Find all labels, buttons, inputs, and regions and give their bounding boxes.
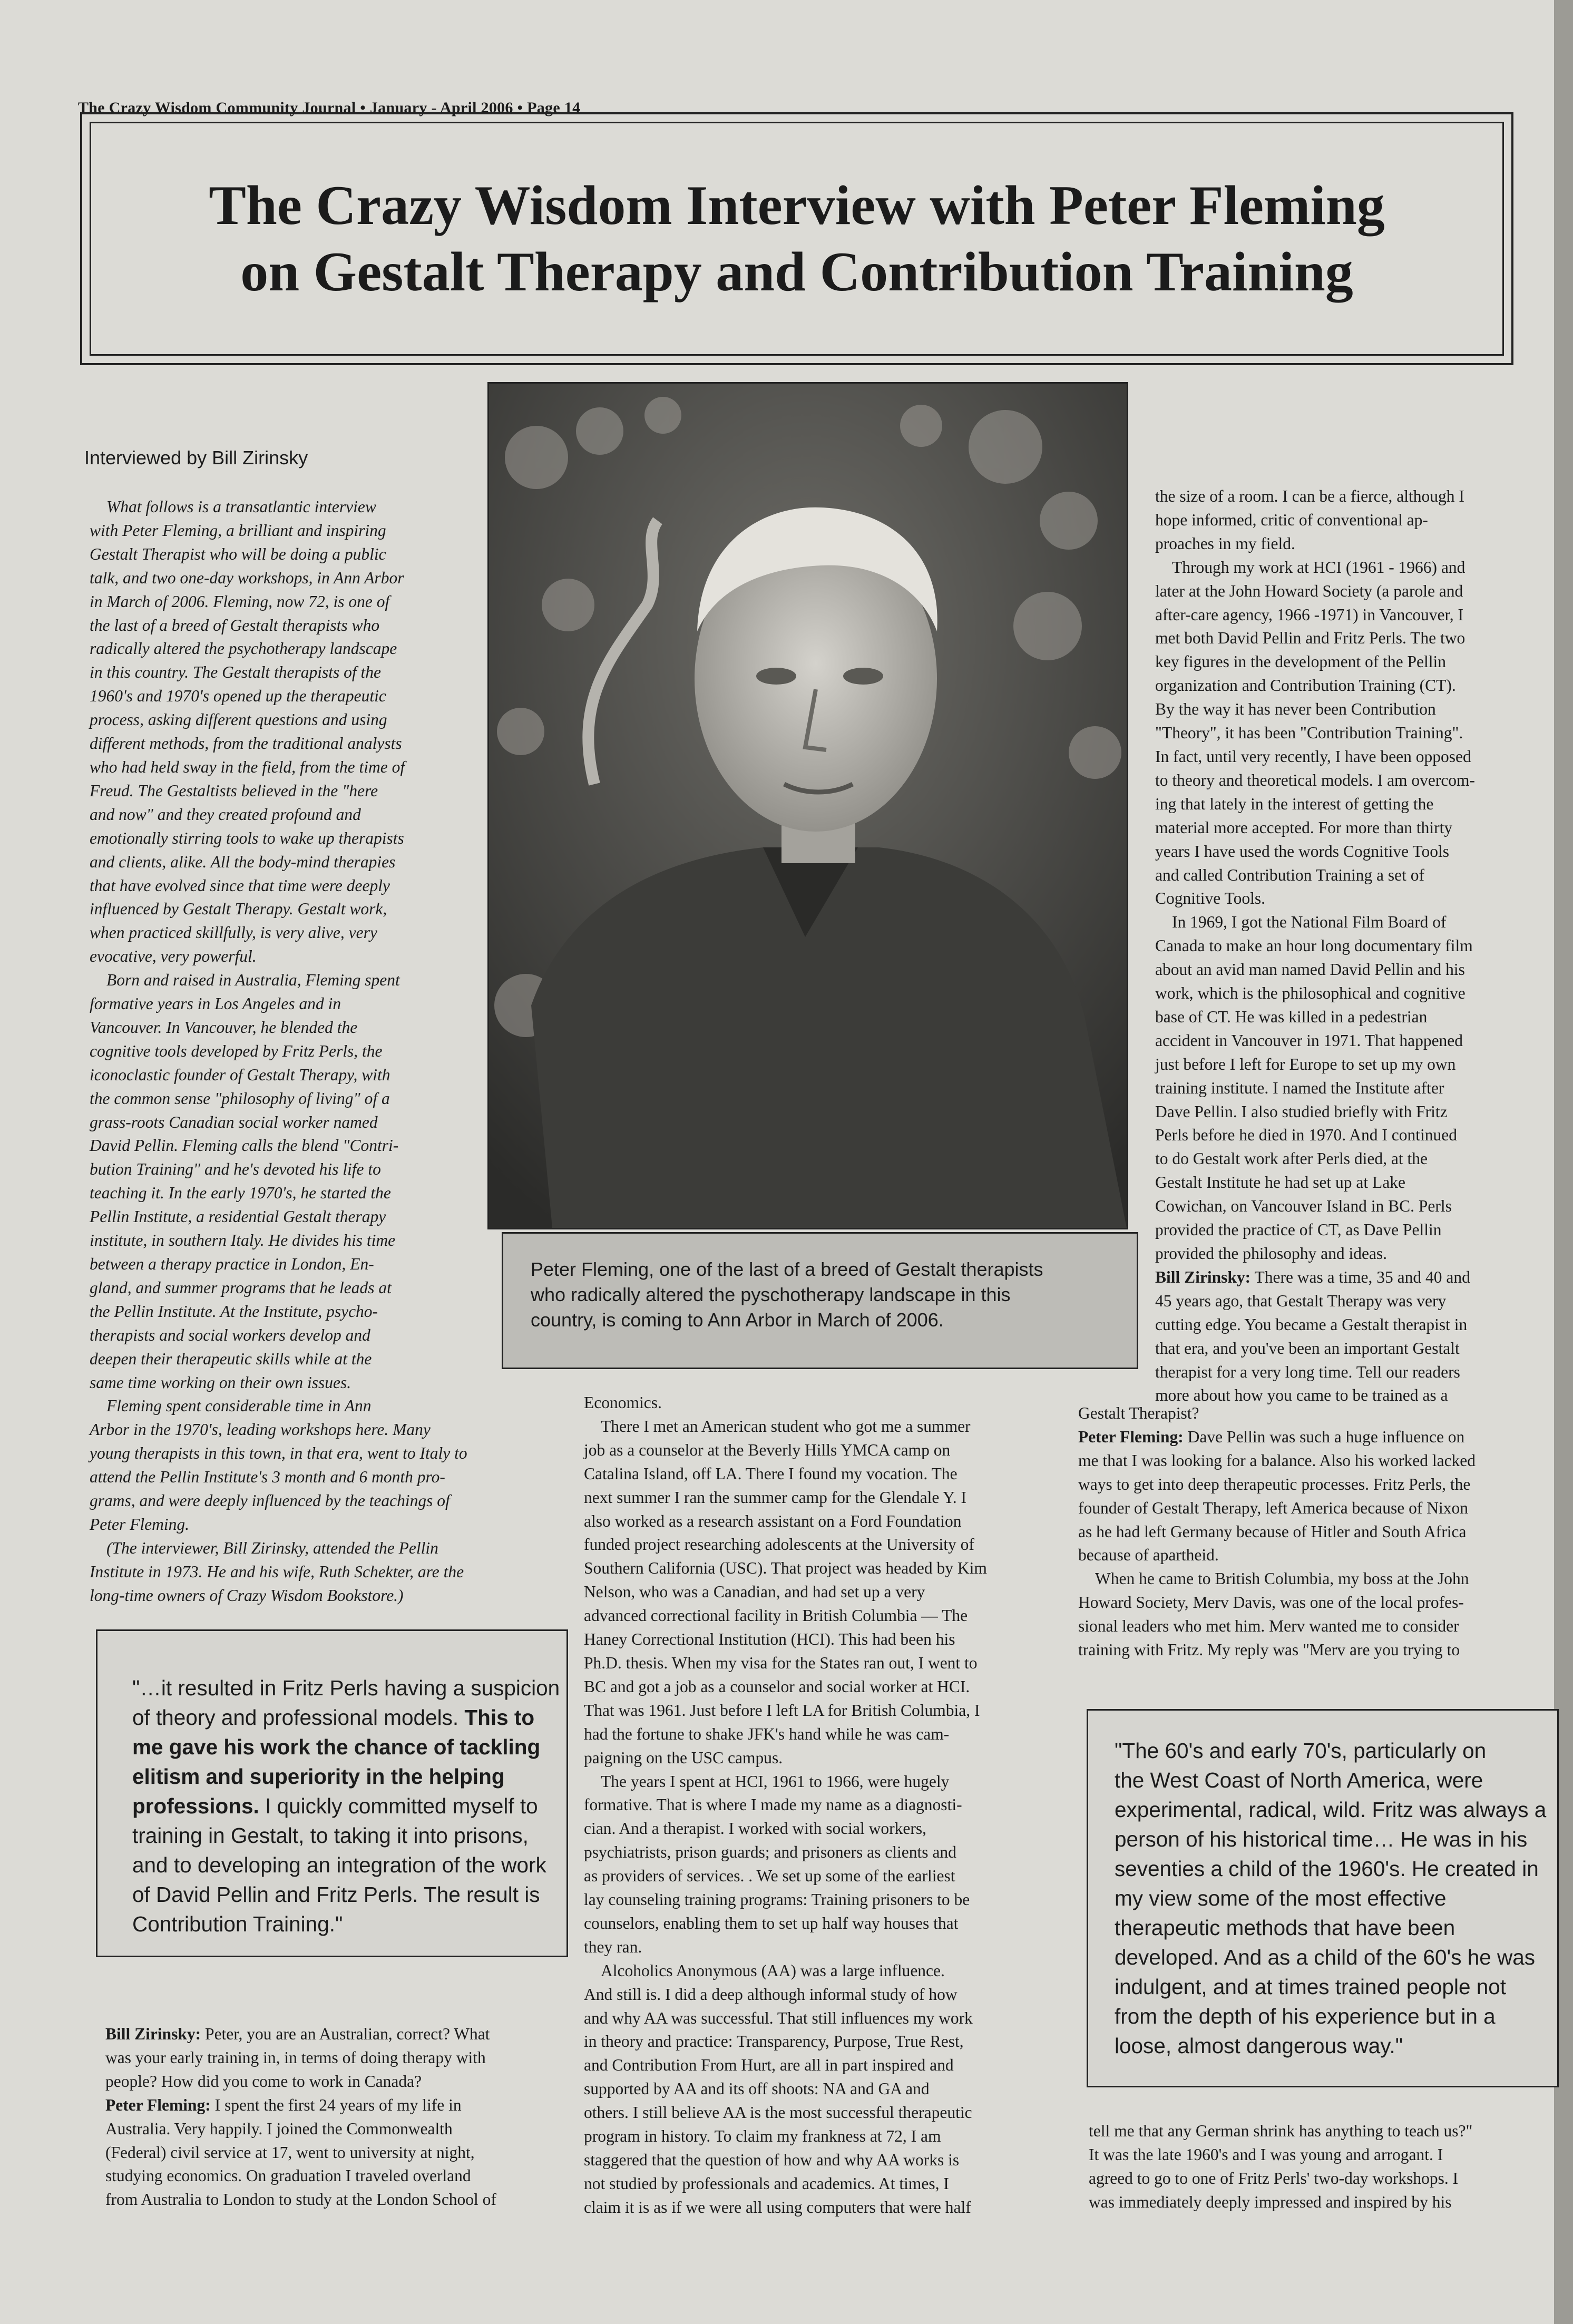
pull-quote-line: me gave his work the chance of tackling xyxy=(132,1735,541,1759)
text-line: cutting edge. You became a Gestalt therapist in xyxy=(1155,1315,1468,1334)
text-line: they ran. xyxy=(584,1937,642,1956)
text-line: Gestalt Therapist? xyxy=(1078,1404,1199,1422)
pull-quote-line: Contribution Training." xyxy=(132,1912,343,1936)
text-line: Arbor in the 1970's, leading workshops here. Many xyxy=(90,1420,431,1439)
text-line: In fact, until very recently, I have been opposed xyxy=(1155,747,1471,766)
headline-line-2: on Gestalt Therapy and Contribution Training xyxy=(240,241,1353,302)
text-line: met both David Pellin and Fritz Perls. The two xyxy=(1155,629,1465,648)
text-line: Cognitive Tools. xyxy=(1155,889,1265,908)
text-line: Born and raised in Australia, Fleming spent xyxy=(106,971,400,990)
text-line: Cowichan, on Vancouver Island in BC. Perls xyxy=(1155,1197,1452,1216)
text-line: after-care agency, 1966 -1971) in Vancouver, I xyxy=(1155,605,1463,624)
text-line: That was 1961. Just before I left LA for British Columbia, I xyxy=(584,1701,980,1720)
text-line: from Australia to London to study at the London School of xyxy=(105,2190,496,2209)
text-line: was your early training in, in terms of doing therapy with xyxy=(105,2048,486,2067)
text-line: therapists and social workers develop and xyxy=(90,1325,370,1344)
text-line: provided the practice of CT, as Dave Pellin xyxy=(1155,1220,1442,1239)
text-line: because of apartheid. xyxy=(1078,1546,1219,1565)
text-line: me that I was looking for a balance. Also his worked lacked xyxy=(1078,1451,1476,1470)
text-line: emotionally stirring tools to wake up therapists xyxy=(90,828,404,847)
text-line: others. I still believe AA is the most successful therapeutic xyxy=(584,2103,972,2122)
text-line: institute, in southern Italy. He divides his time xyxy=(90,1231,396,1250)
intro-column xyxy=(90,495,553,1608)
pull-quote-line: experimental, radical, wild. Fritz was always a xyxy=(1115,1798,1547,1822)
text-line: between a therapy practice in London, En- xyxy=(90,1255,374,1273)
speaker-label: Bill Zirinsky: xyxy=(105,2025,201,2043)
text-line: organization and Contribution Training (CT). xyxy=(1155,676,1456,695)
text-line: influenced by Gestalt Therapy. Gestalt work, xyxy=(90,900,387,919)
text-line: people? How did you come to work in Canada? xyxy=(105,2072,422,2091)
text-line: deepen their therapeutic skills while at the xyxy=(90,1349,372,1368)
text-line: Peter Fleming. xyxy=(90,1515,189,1534)
text-line: gland, and summer programs that he leads at xyxy=(90,1278,392,1297)
text-line: that era, and you've been an important Gestalt xyxy=(1155,1339,1460,1358)
text-line: more about how you came to be trained as a xyxy=(1155,1386,1448,1405)
text-line: Australia. Very happily. I joined the Commonwealth xyxy=(105,2119,453,2138)
pull-quote-line: training in Gestalt, to taking it into prisons, xyxy=(132,1823,529,1848)
title-box xyxy=(80,112,1513,365)
text-line: and clients, alike. All the body-mind therapies xyxy=(90,852,396,871)
text-line: staggered that the question of how and why AA works is xyxy=(584,2151,960,2169)
text-line: as providers of services. . We set up some of the earliest xyxy=(584,1867,955,1886)
speaker-label: Peter Fleming: xyxy=(105,2095,211,2114)
text-line: 1960's and 1970's opened up the therapeutic xyxy=(90,687,386,706)
text-line: 45 years ago, that Gestalt Therapy was very xyxy=(1155,1291,1447,1310)
text-line: different methods, from the traditional analysts xyxy=(90,734,402,753)
text-line: and why AA was successful. That still influences my work xyxy=(584,2008,973,2027)
pull-quote-line: and to developing an integration of the work xyxy=(132,1853,546,1877)
text-line: BC and got a job as a counselor and social worker at HCI. xyxy=(584,1677,970,1696)
text-line: later at the John Howard Society (a parole and xyxy=(1155,581,1463,600)
text-line: Fleming spent considerable time in Ann xyxy=(106,1397,372,1415)
text-line: agreed to go to one of Fritz Perls' two-day workshops. I xyxy=(1089,2169,1459,2188)
text-line: iconoclastic founder of Gestalt Therapy, with xyxy=(90,1065,390,1084)
text-line: grams, and were deeply influenced by the teachings of xyxy=(90,1491,450,1510)
text-line: Institute in 1973. He and his wife, Ruth Schekter, are the xyxy=(90,1562,464,1581)
pull-quote-2-text xyxy=(1115,1736,1546,2061)
pull-quote-line: elitism and superiority in the helping xyxy=(132,1764,505,1789)
text-line: years I have used the words Cognitive Tools xyxy=(1155,842,1449,861)
text-line: claim it is as if we were all using computers that were half xyxy=(584,2198,971,2216)
text-line: Freud. The Gestaltists believed in the "here xyxy=(90,781,378,800)
text-line: to do Gestalt work after Perls died, at the xyxy=(1155,1149,1428,1168)
text-line: Perls before he died in 1970. And I continued xyxy=(1155,1126,1457,1145)
text-line: Through my work at HCI (1961 - 1966) and xyxy=(1172,558,1465,577)
text-line: tell me that any German shrink has anything to teach us?" xyxy=(1089,2122,1473,2140)
pull-quote-line: the West Coast of North America, were xyxy=(1115,1768,1483,1792)
text-line: the common sense "philosophy of living" of a xyxy=(90,1089,390,1108)
text-line: therapist for a very long time. Tell our readers xyxy=(1155,1362,1460,1381)
text-line: funded project researching adolescents at the University of xyxy=(584,1535,974,1554)
text-line: proaches in my field. xyxy=(1155,534,1295,553)
photo-caption xyxy=(502,1232,1138,1369)
text-line: and called Contribution Training a set of xyxy=(1155,865,1424,884)
pull-quote-line: "…it resulted in Fritz Perls having a suspicion xyxy=(132,1676,560,1700)
text-line: hope informed, critic of conventional ap- xyxy=(1155,510,1428,529)
text-line: Gestalt Therapist who will be doing a public xyxy=(90,544,386,563)
text-line: cian. And a therapist. I worked with social workers, xyxy=(584,1819,926,1838)
text-line: (The interviewer, Bill Zirinsky, attended the Pellin xyxy=(106,1538,438,1557)
text-line: young therapists in this town, in that era, went to Italy to xyxy=(90,1444,467,1463)
text-line: sional leaders who met him. Merv wanted me to consider xyxy=(1078,1617,1459,1636)
pull-quote-line: "The 60's and early 70's, particularly on xyxy=(1115,1739,1487,1763)
text-line: Vancouver. In Vancouver, he blended the xyxy=(90,1018,358,1037)
text-line: the Pellin Institute. At the Institute, psycho- xyxy=(90,1302,378,1321)
text-line: Peter Fleming: Dave Pellin was such a huge influence on xyxy=(1078,1427,1465,1446)
interview-column-1 xyxy=(105,2023,580,2212)
text-line: formative. That is where I made my name as a diagnosti- xyxy=(584,1795,962,1814)
text-line: process, asking different questions and using xyxy=(90,710,387,729)
interview-column-2 xyxy=(584,1391,1058,2220)
speaker-label: Peter Fleming: xyxy=(1078,1427,1184,1446)
text-line: as he had left Germany because of Hitler and South Africa xyxy=(1078,1522,1467,1541)
text-line: when practiced skillfully, is very alive, very xyxy=(90,923,377,942)
text-line: founder of Gestalt Therapy, left America because of Nixon xyxy=(1078,1498,1468,1517)
pull-quote-line: of David Pellin and Fritz Perls. The result is xyxy=(132,1882,540,1907)
text-line: just before I left for Europe to set up my own xyxy=(1155,1054,1456,1073)
text-line: radically altered the psychotherapy landscape xyxy=(90,639,397,658)
text-line: not studied by professionals and academics. At times, I xyxy=(584,2174,949,2193)
pull-quote-2 xyxy=(1087,1709,1559,2087)
text-line: When he came to British Columbia, my boss at the John xyxy=(1095,1569,1469,1588)
text-line: Haney Correctional Institution (HCI). This had been his xyxy=(584,1630,955,1649)
text-line: Ph.D. thesis. When my visa for the States ran out, I went to xyxy=(584,1653,978,1672)
text-line: accident in Vancouver in 1971. That happened xyxy=(1155,1031,1463,1050)
caption-line: who radically altered the pyschotherapy landscape in this xyxy=(531,1284,1011,1305)
text-line: cognitive tools developed by Fritz Perls, the xyxy=(90,1041,383,1060)
pull-quote-1-text xyxy=(132,1673,560,1939)
text-line: evocative, very powerful. xyxy=(90,947,257,966)
text-line: Gestalt Institute he had set up at Lake xyxy=(1155,1173,1405,1192)
text-line: job as a counselor at the Beverly Hills YMCA camp on xyxy=(584,1440,951,1459)
text-line: key figures in the development of the Pellin xyxy=(1155,652,1446,671)
text-line: program in history. To claim my frankness at 72, I am xyxy=(584,2127,941,2146)
pull-quote-line: person of his historical time… He was in his xyxy=(1115,1827,1528,1851)
text-line: next summer I ran the summer camp for the Glendale Y. I xyxy=(584,1488,967,1507)
pull-quote-line: of theory and professional models. This to xyxy=(132,1705,535,1730)
text-line: ways to get into deep therapeutic processes. Fritz Perls, the xyxy=(1078,1475,1471,1493)
text-line: supported by AA and its off shoots: NA and GA and xyxy=(584,2079,930,2098)
text-line: psychiatrists, prison guards; and prisoners as clients and xyxy=(584,1843,956,1862)
pull-quote-1 xyxy=(96,1629,568,1957)
title-inner-frame xyxy=(90,122,1504,356)
pull-quote-line: from the depth of his experience but in a xyxy=(1115,2004,1496,2028)
text-line: provided the philosophy and ideas. xyxy=(1155,1244,1388,1263)
pull-quote-line: loose, almost dangerous way." xyxy=(1115,2034,1403,2058)
text-line: counselors, enabling them to set up half way houses that xyxy=(584,1913,959,1932)
text-line: Dave Pellin. I also studied briefly with Fritz xyxy=(1155,1102,1448,1121)
text-line: "Theory", it has been "Contribution Training". xyxy=(1155,724,1463,743)
text-line: the size of a room. I can be a fierce, although I xyxy=(1155,487,1464,505)
pull-quote-line: indulgent, and at times trained people not xyxy=(1115,1975,1507,1999)
text-line: (Federal) civil service at 17, went to university at night, xyxy=(105,2143,475,2162)
pull-quote-line: professions. I quickly committed myself to xyxy=(132,1794,538,1818)
text-line: What follows is a transatlantic interview xyxy=(106,497,376,516)
text-line: In 1969, I got the National Film Board of xyxy=(1172,913,1447,932)
interview-column-3-bottom xyxy=(1089,2120,1563,2214)
text-line: and now" and they created profound and xyxy=(90,805,361,824)
text-line: work, which is the philosophical and cognitive xyxy=(1155,984,1465,1003)
pull-quote-line: developed. And as a child of the 60's he was xyxy=(1115,1945,1536,1969)
text-line: studying economics. On graduation I traveled overland xyxy=(105,2166,471,2185)
text-line: material more accepted. For more than thirty xyxy=(1155,818,1453,837)
text-line: paigning on the USC campus. xyxy=(584,1748,783,1767)
text-line: in theory and practice: Transparency, Purpose, True Rest, xyxy=(584,2032,964,2051)
text-line: bution Training" and he's devoted his life to xyxy=(90,1160,381,1179)
text-line: David Pellin. Fleming calls the blend "Contri- xyxy=(90,1136,399,1155)
text-line: Economics. xyxy=(584,1393,662,1412)
caption-line: country, is coming to Ann Arbor in March of 2006. xyxy=(531,1309,944,1331)
text-line: advanced correctional facility in British Columbia — The xyxy=(584,1606,968,1625)
text-line: in March of 2006. Fleming, now 72, is one of xyxy=(90,592,390,611)
text-line: Peter Fleming: I spent the first 24 years of my life in xyxy=(105,2095,462,2114)
byline: Interviewed by Bill Zirinsky xyxy=(84,447,308,468)
text-line: Bill Zirinsky: There was a time, 35 and 40 and xyxy=(1155,1267,1470,1286)
headline-line-1: The Crazy Wisdom Interview with Peter Fleming xyxy=(209,174,1385,236)
text-line: teaching it. In the early 1970's, he started the xyxy=(90,1184,391,1203)
text-line: attend the Pellin Institute's 3 month and 6 month pro- xyxy=(90,1468,445,1487)
text-line: and Contribution From Hurt, are all in part inspired and xyxy=(584,2056,954,2075)
pull-quote-line: seventies a child of the 1960's. He created in xyxy=(1115,1857,1539,1881)
text-line: formative years in Los Angeles and in xyxy=(90,994,341,1013)
text-line: ing that lately in the interest of getting the xyxy=(1155,794,1434,813)
text-line: the last of a breed of Gestalt therapists who xyxy=(90,616,380,634)
text-line: base of CT. He was killed in a pedestrian xyxy=(1155,1007,1428,1026)
text-line: lay counseling training programs: Training prisoners to be xyxy=(584,1890,970,1909)
text-line: training institute. I named the Institute after xyxy=(1155,1078,1444,1097)
pull-quote-line: therapeutic methods that have been xyxy=(1115,1916,1455,1940)
text-line: grass-roots Canadian social worker named xyxy=(90,1112,378,1131)
text-line: training with Fritz. My reply was "Merv are you trying to xyxy=(1078,1641,1460,1659)
text-line: who had held sway in the field, from the time of xyxy=(90,757,405,776)
text-line: And still is. I did a deep although informal study of how xyxy=(584,1985,958,2004)
interview-column-3-top xyxy=(1155,485,1556,1408)
text-line: Southern California (USC). That project was headed by Kim xyxy=(584,1559,987,1578)
text-line: in this country. The Gestalt therapists of the xyxy=(90,663,381,682)
text-line: Howard Society, Merv Davis, was one of the local profes- xyxy=(1078,1593,1464,1612)
text-line: had the fortune to shake JFK's hand while he was cam- xyxy=(584,1724,950,1743)
text-line: to theory and theoretical models. I am overcom- xyxy=(1155,770,1476,789)
text-line: By the way it has never been Contribution xyxy=(1155,700,1436,719)
interview-column-3-wide xyxy=(1078,1402,1552,1662)
text-line: talk, and two one-day workshops, in Ann Arbor xyxy=(90,568,404,587)
portrait-photo xyxy=(487,382,1128,1229)
caption-line: Peter Fleming, one of the last of a breed of Gestalt therapists xyxy=(531,1258,1043,1280)
speaker-label: Bill Zirinsky: xyxy=(1155,1267,1251,1286)
text-line: Pellin Institute, a residential Gestalt therapy xyxy=(90,1207,386,1226)
pull-quote-line: my view some of the most effective xyxy=(1115,1886,1447,1910)
running-head: The Crazy Wisdom Community Journal • January - April 2006 • Page 14 xyxy=(78,99,581,116)
text-line: was immediately deeply impressed and inspired by his xyxy=(1089,2192,1452,2211)
text-line: also worked as a research assistant on a Ford Foundation xyxy=(584,1511,962,1530)
text-line: The years I spent at HCI, 1961 to 1966, were hugely xyxy=(601,1772,950,1791)
text-line: with Peter Fleming, a brilliant and inspiring xyxy=(90,521,386,540)
text-line: Bill Zirinsky: Peter, you are an Australian, correct? What xyxy=(105,2025,490,2043)
text-line: Alcoholics Anonymous (AA) was a large influence. xyxy=(601,1961,945,1980)
text-line: Canada to make an hour long documentary film xyxy=(1155,936,1473,955)
text-line: long-time owners of Crazy Wisdom Bookstore.) xyxy=(90,1586,404,1605)
text-line: Nelson, who was a Canadian, and had set up a very xyxy=(584,1583,925,1602)
text-line: There I met an American student who got me a summer xyxy=(601,1417,971,1436)
text-line: same time working on their own issues. xyxy=(90,1373,351,1392)
text-line: that have evolved since that time were deeply xyxy=(90,876,390,895)
text-line: It was the late 1960's and I was young and arrogant. I xyxy=(1089,2145,1443,2164)
text-line: Catalina Island, off LA. There I found my vocation. The xyxy=(584,1464,958,1483)
text-line: about an avid man named David Pellin and his xyxy=(1155,960,1465,979)
